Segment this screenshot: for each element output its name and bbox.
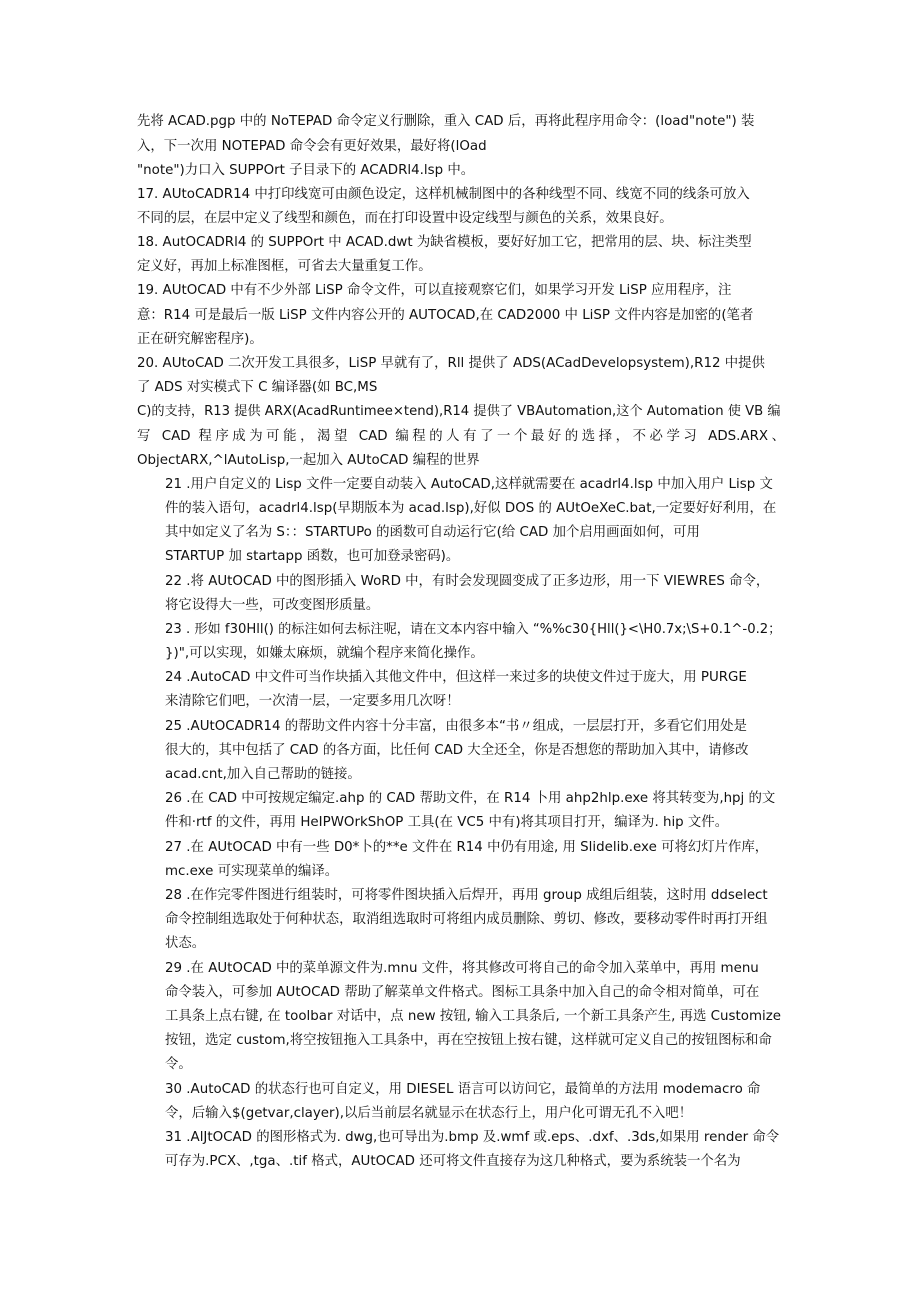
text-line: C)的支持，R13 提供 ARX(AcadRuntimee×tend),R14 提供了 VBAutomation,这个 Automation 使 VB 编 [137,404,781,419]
text-line: 先将 ACAD.pgp 中的 NoTEPAD 命令定义行删除，重入 CAD 后，再将此程序用命令：(load"note") 装 [137,114,755,129]
text-line: 22 .将 AUtOCAD 中的图形插入 WoRD 中，有时会发现圆变成了正多边形，用一下 VIEWRES 命令， [165,574,770,589]
text-line: 定义好，再加上标准图框，可省去大量重复工作。 [137,259,432,274]
text-line: 25 .AUtOCADR14 的帮助文件内容十分丰富，由很多本“书〃组成，一层层打开，多看它们用处是 [165,719,747,734]
text-line: 31 .AlJtOCAD 的图形格式为. dwg,也可导出为.bmp 及.wmf 或.eps、.dxf、.3ds,如果用 render 命令 [165,1130,780,1145]
text-line: 很大的，其中包括了 CAD 的各方面，比任何 CAD 大全还全，你是否想您的帮助加入其中，请修改 [165,743,749,758]
text-line: 令，后输入$(getvar,clayer),以后当前层名就显示在状态行上，用户化可谓无孔不入吧！ [165,1106,693,1121]
text-line: 19. AUtOCAD 中有不少外部 LiSP 命令文件，可以直接观察它们，如果学习开发 LiSP 应用程序，注 [137,283,732,298]
text-line: mc.exe 可实现菜单的编译。 [165,864,339,879]
text-line: 命令控制组选取处于何种状态，取消组选取时可将组内成员删除、剪切、修改，要移动零件时再打开组 [165,912,768,927]
text-line: 按钮，选定 custom,将空按钮拖入工具条中，再在空按钮上按右键，这样就可定义自己的按钮图标和命 [165,1033,772,1048]
text-line: 24 .AutoCAD 中文件可当作块插入其他文件中，但这样一来过多的块使文件过于庞大，用 PURGE [165,670,747,685]
text-line: 27 .在 AUtOCAD 中有一些 D0*卜的**e 文件在 R14 中仍有用途, 用 Slidelib.exe 可将幻灯片作库， [165,840,769,855]
text-line: 件的装入语句，acadrl4.lsp(早期版本为 acad.lsp),好似 DOS 的 AUtOeXeC.bat,一定要好好利用，在 [165,501,777,516]
text-line: "note")力口入 SUPPOrt 子目录下的 ACADRl4.lsp 中。 [137,163,475,178]
text-line: 了 ADS 对实模式下 C 编译器(如 BC,MS [137,380,378,395]
text-line: acad.cnt,加入自己帮助的链接。 [165,767,361,782]
text-line: 28 .在作完零件图进行组装时，可将零件图块插入后焊开，再用 group 成组后组装，这时用 ddselect [165,888,768,903]
text-line: 意：R14 可是最后一版 LiSP 文件内容公开的 AUTOCAD,在 CAD2000 中 LiSP 文件内容是加密的(笔者 [137,308,754,323]
text-line: STARTUP 加 startapp 函数，也可加登录密码)。 [165,549,460,564]
text-line: 来清除它们吧，一次清一层，一定要多用几次呀！ [165,694,460,709]
text-line: 不同的层，在层中定义了线型和颜色，而在打印设置中设定线型与颜色的关系，效果良好。 [137,211,673,226]
text-line: ObjectARX,^lAutoLisp,一起加入 AUtoCAD 编程的世界 [137,453,480,468]
text-line: 26 .在 CAD 中可按规定编定.ahp 的 CAD 帮助文件，在 R14 卜用 ahp2hlp.exe 将其转变为,hpj 的文 [165,791,776,806]
text-line: 17. AUtoCADR14 中打印线宽可由颜色设定，这样机械制图中的各种线型不同、线宽不同的线条可放入 [137,187,750,202]
text-line: 命令装入，可参加 AUtOCAD 帮助了解菜单文件格式。图标工具条中加入自己的命令相对简单，可在 [165,985,760,1000]
text-line: 状态。 [165,936,206,951]
text-line: 其中如定义了名为 S：：STARTUPo 的函数可自动运行它(给 CAD 加个启用画面如何，可用 [165,525,700,540]
text-line: 18. AutOCADRl4 的 SUPPOrt 中 ACAD.dwt 为缺省模板，要好好加工它，把常用的层、块、标注类型 [137,235,752,250]
text-line: 20. AUtoCAD 二次开发工具很多，LiSP 早就有了，Rll 提供了 ADS(ACadDevelopsystem),R12 中提供 [137,356,765,371]
text-line: 可存为.PCX、,tga、.tif 格式，AUtOCAD 还可将文件直接存为这几种格式，要为系统装一个名为 [165,1154,741,1169]
text-line: 令。 [165,1057,192,1072]
text-line: 30 .AutoCAD 的状态行也可自定义，用 DIESEL 语言可以访问它，最简单的方法用 modemacro 命 [165,1082,761,1097]
text-line: 29 .在 AUtOCAD 中的菜单源文件为.mnu 文件，将其修改可将自己的命令加入菜单中，再用 menu [165,961,759,976]
text-line: 23 . 形如 f30Hll() 的标注如何去标注呢，请在文本内容中输入 “%%c30{Hll(}<\H0.7x;\S+0.1^-0.2； [165,622,782,637]
text-line: 21 .用户自定义的 Lisp 文件一定要自动装入 AutoCAD,这样就需要在 acadrl4.lsp 中加入用户 Lisp 文 [165,477,773,492]
text-line: 件和·rtf 的文件，再用 HeIPWOrkShOP 工具(在 VC5 中有)将其项目打开，编译为. hip 文件。 [165,815,729,830]
text-line: 工具条上点右键, 在 toolbar 对话中，点 new 按钮, 输入工具条后, 一个新工具条产生, 再选 Customize [165,1009,781,1024]
text-line: 入，下一次用 NOTEPAD 命令会有更好效果，最好将(lOad [137,139,487,154]
text-line: 写 CAD 程序成为可能，渴望 CAD 编程的人有了一个最好的选择，不必学习 ADS.ARX、 [137,429,785,444]
text-line: })",可以实现，如嫌太麻烦，就编个程序来简化操作。 [165,646,484,661]
text-line: 正在研究解密程序)。 [137,332,263,347]
text-line: 将它设得大一些，可改变图形质量。 [165,598,380,613]
